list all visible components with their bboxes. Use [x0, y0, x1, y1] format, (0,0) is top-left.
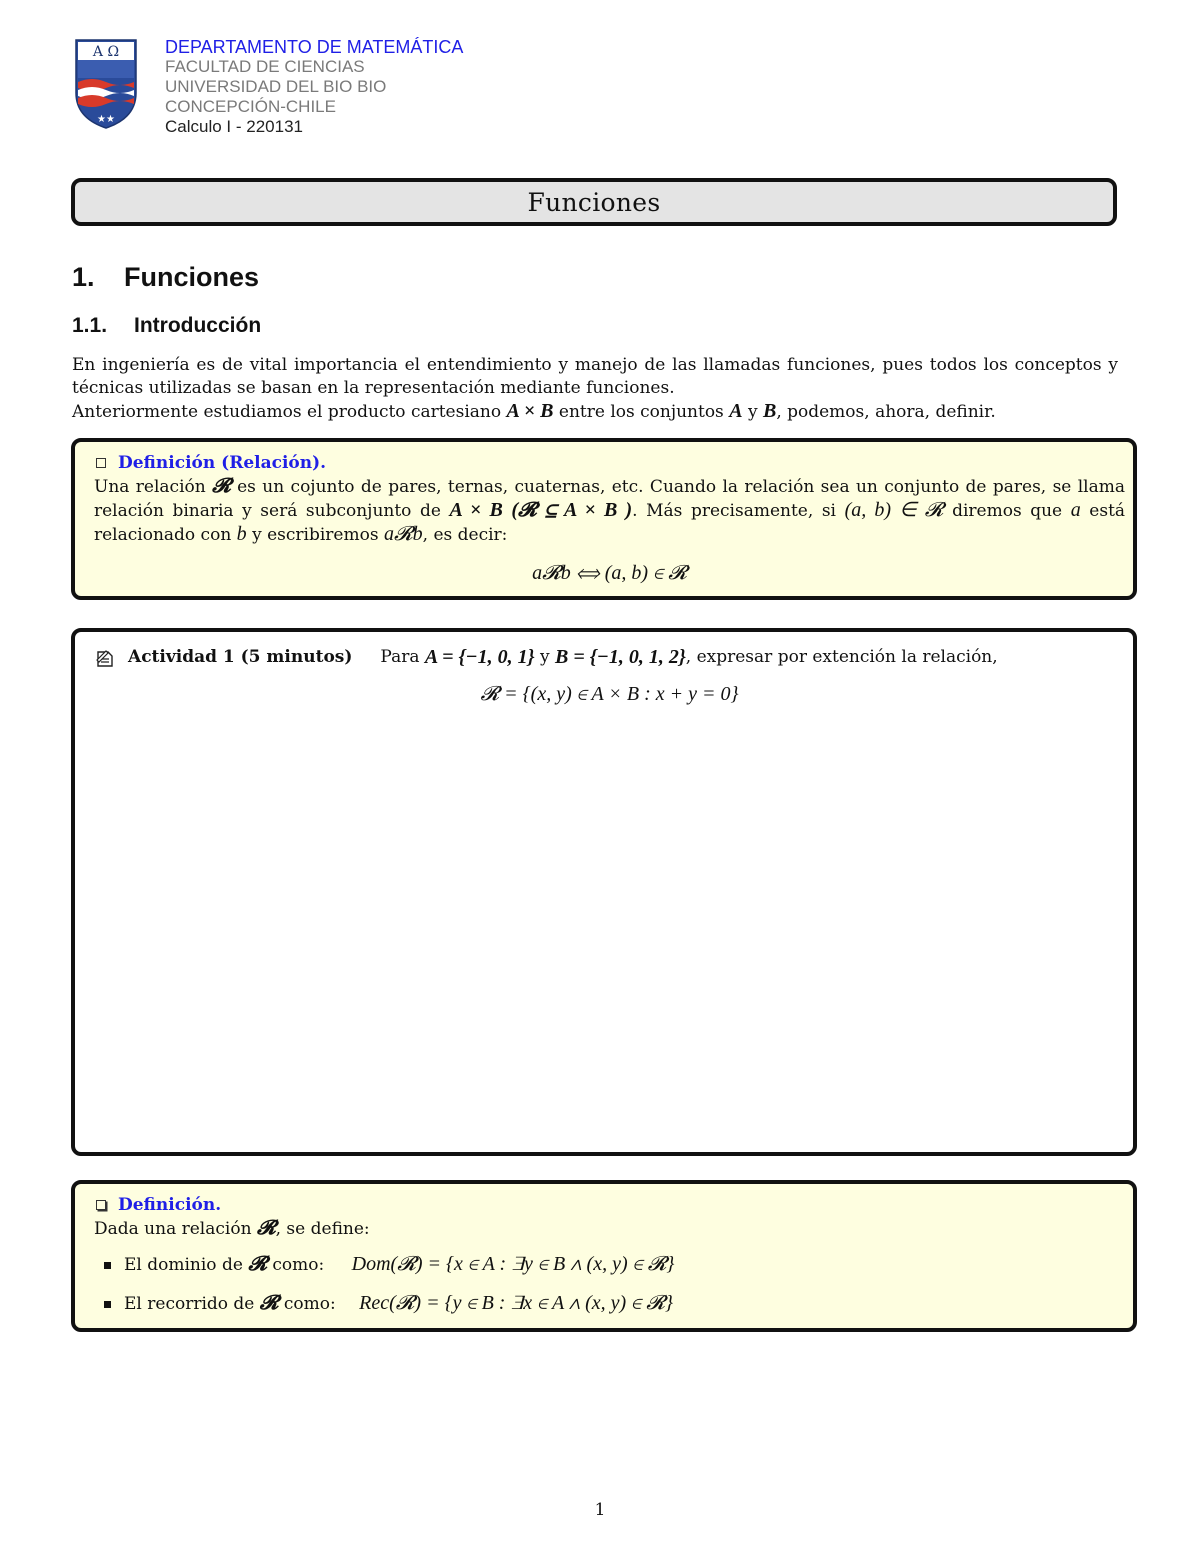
item-label: El recorrido de — [124, 1294, 255, 1314]
math-inline: 𝓡 — [248, 1253, 267, 1275]
math-inline: 𝓡 — [256, 1217, 276, 1239]
activity-text: , expresar por extención la relación, — [685, 647, 998, 667]
definition-title: Definición (Relación). — [118, 453, 327, 473]
definition-text: . Más precisamente, si — [632, 501, 836, 521]
math-inline: (𝓡 ⊆ A × B ) — [511, 499, 633, 521]
writing-icon — [94, 647, 116, 669]
definition-heading — [94, 452, 1125, 475]
page-number: 1 — [594, 1500, 606, 1520]
university-logo — [74, 38, 138, 130]
math-inline: b — [236, 523, 247, 545]
definition-text: , es decir: — [422, 525, 508, 545]
definition-body — [94, 475, 1125, 547]
math-inline: B — [762, 400, 777, 422]
definition-relation-box — [71, 438, 1137, 600]
math-inline: a — [1070, 499, 1081, 521]
svg-text:★★: ★★ — [97, 114, 115, 125]
list-item — [124, 1292, 1125, 1316]
intro-paragraph — [72, 354, 1118, 424]
square-bullet-icon — [96, 458, 106, 468]
activity-box — [71, 628, 1137, 1156]
definition-title: Definición. — [118, 1195, 222, 1215]
math-inline: A — [729, 400, 743, 422]
activity-equation: 𝓡 = {(x, y) ∈ A × B : x + y = 0} — [480, 683, 739, 705]
math-inline: B = {−1, 0, 1, 2} — [555, 646, 686, 668]
definition-list — [94, 1253, 1125, 1316]
title-box — [71, 178, 1117, 226]
university-name: UNIVERSIDAD DEL BIO BIO — [165, 77, 387, 96]
intro-text: , podemos, ahora, definir. — [776, 402, 996, 422]
intro-p1: En ingeniería es de vital importancia el entendimiento y manejo de las llamadas funciones, pues todos los conceptos y técnicas utilizadas se basan en la representación mediante funciones. — [72, 355, 1118, 398]
svg-text:A Ω: A Ω — [92, 44, 120, 60]
definition-intro — [94, 1217, 1125, 1241]
math-inline: (a, b) ∈ 𝓡 — [844, 499, 944, 521]
item-label: como: — [283, 1294, 336, 1314]
definition-text: Una relación — [94, 477, 206, 497]
subsection-heading — [72, 314, 261, 338]
section-heading — [72, 262, 259, 293]
definition-text: y escribiremos — [252, 525, 379, 545]
item-label: como: — [272, 1255, 325, 1275]
institution-header — [165, 37, 463, 137]
intro-text: y — [747, 402, 758, 422]
math-inline: 𝓡 — [259, 1292, 279, 1314]
domain-formula: Dom(𝓡) = {x ∈ A : ∃y ∈ B ∧ (x, y) ∈ 𝓡} — [351, 1253, 675, 1275]
range-formula: Rec(𝓡) = {y ∈ B : ∃x ∈ A ∧ (x, y) ∈ 𝓡} — [359, 1292, 673, 1314]
definition-text: Dada una relación — [94, 1219, 252, 1239]
definition-heading — [94, 1194, 1125, 1217]
section-title: Funciones — [124, 262, 260, 292]
subsection-number: 1.1. — [72, 314, 108, 337]
definition-text: es un cojunto de pares, ternas, cuaternas, etc. Cuando la relación sea un conjunto de pares, se llama relación binaria y será subconjunto de — [94, 477, 1125, 521]
subsection-title: Introducción — [134, 314, 262, 337]
math-inline: A = {−1, 0, 1} — [424, 646, 535, 668]
definition-text: , se define: — [275, 1219, 370, 1239]
math-inline: A × B — [506, 400, 554, 422]
definition-text: está relacionado con — [94, 501, 1126, 545]
math-inline: a𝓡b — [383, 523, 423, 545]
intro-p2 — [72, 400, 1118, 424]
list-item — [124, 1253, 1125, 1277]
activity-text: y — [539, 647, 550, 667]
relation-equation: a𝓡b ⟺ (a, b) ∈ 𝓡 — [532, 562, 687, 584]
definition-text: diremos que — [952, 501, 1063, 521]
page-title: Funciones — [527, 187, 661, 217]
activity-title: Actividad 1 (5 minutos) — [128, 647, 353, 667]
math-inline: A × B — [449, 499, 503, 521]
intro-text: entre los conjuntos — [558, 402, 724, 422]
city-name: CONCEPCIÓN-CHILE — [165, 97, 336, 116]
department-name: DEPARTAMENTO DE MATEMÁTICA — [165, 37, 464, 57]
section-number: 1. — [72, 262, 95, 292]
math-inline: 𝓡 — [212, 475, 231, 497]
item-label: El dominio de — [124, 1255, 243, 1275]
faculty-name: FACULTAD DE CIENCIAS — [165, 57, 365, 76]
definition-domain-box — [71, 1180, 1137, 1332]
intro-text: Anteriormente estudiamos el producto cartesiano — [72, 402, 502, 422]
activity-text: Para — [380, 647, 420, 667]
course-name: Calculo I - 220131 — [165, 117, 303, 136]
activity-statement — [94, 646, 1125, 669]
square-bullet-icon — [96, 1200, 106, 1210]
